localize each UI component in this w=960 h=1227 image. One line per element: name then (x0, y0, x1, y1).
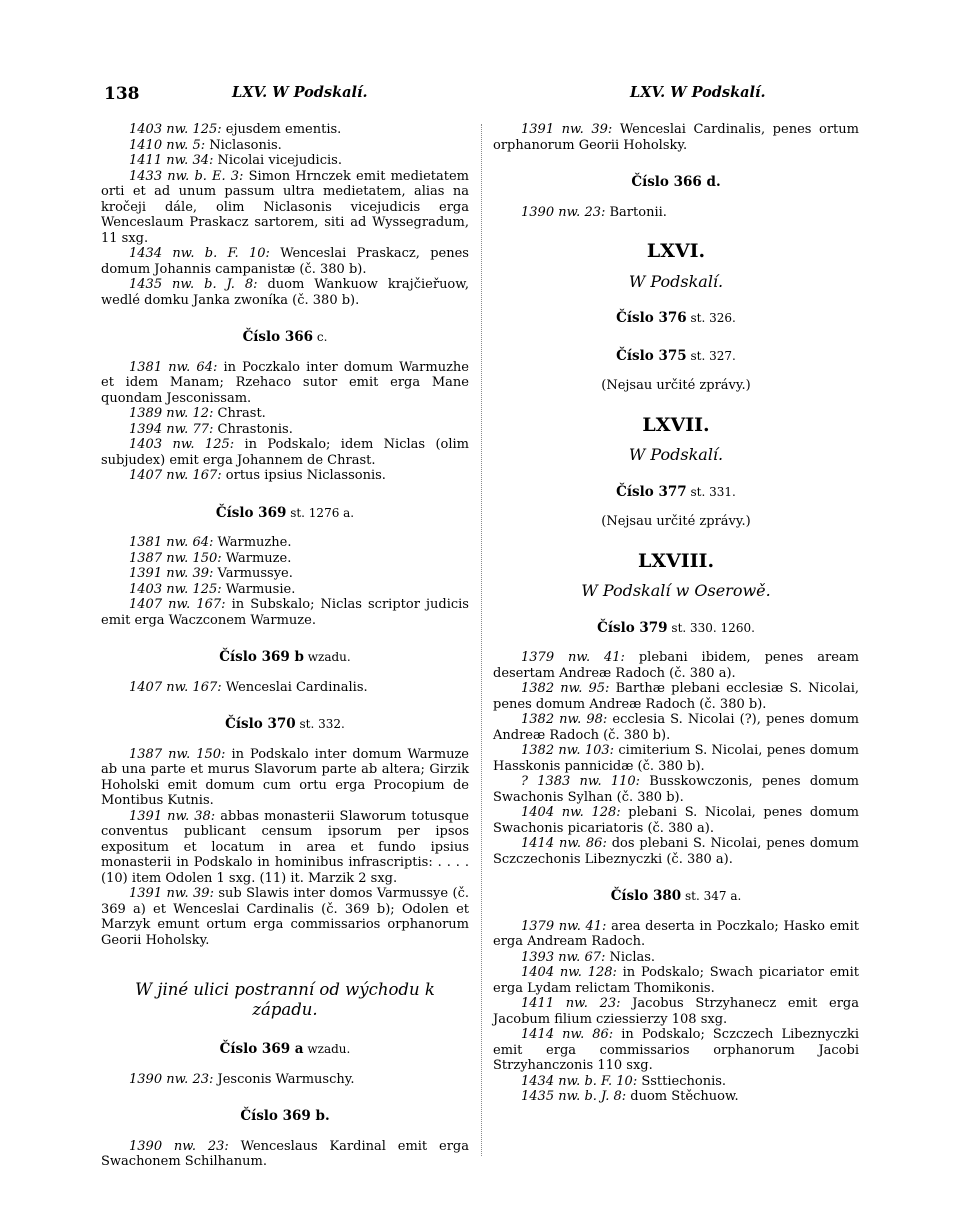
record-entry (493, 1027, 859, 1074)
house-number-heading (101, 717, 469, 733)
entry-text: ecclesia S. Nicolai (?), penes domum Andreæ Radoch (č. 380 b). (493, 712, 859, 743)
entry-text: in Podskalo inter domum Warmuze ab una parte et murus Slavorum parte ab altera; Girzik Hoholski emit domum cum ortu erga Procopium de Montibus Kutnis. (101, 746, 469, 808)
entry-text: Warmusie. (221, 581, 296, 597)
entry-text: Busskowczonis, penes domum Swachonis Sylhan (č. 380 b). (493, 774, 860, 805)
record-entry (101, 597, 469, 628)
entry-reference: 1379 nw. 41: (521, 650, 625, 665)
entry-reference: 1382 nw. 103: (521, 743, 615, 758)
entry-text: area deserta in Poczkalo; Hasko emit erga Andream Radoch. (493, 918, 859, 949)
entry-text: Simon Hrnczek emit medietatem orti et ad unum passum ultra medietatem, alias na kročeji dále, olim Niclasonis vicejudicis erga Wenceslaum Praskacz sartorem, siti ad Wyssegradum, 11 sxg. (101, 168, 469, 246)
entry-reference: 1404 nw. 128: (521, 965, 617, 980)
record-entry (101, 360, 469, 407)
entry-text: duom Stěchuow. (626, 1089, 739, 1104)
entry-reference: 1381 nw. 64: (129, 359, 218, 375)
house-number-heading (493, 621, 859, 637)
record-entry (101, 582, 469, 598)
entry-reference: 1391 nw. 39: (129, 566, 214, 581)
record-entry (493, 122, 859, 153)
entry-reference: 1404 nw. 128: (521, 805, 621, 820)
entry-text: in Podskalo; Sczczech Libeznyczki emit erga commissarios orphanorum Jacobi Strzyhanczonis 110 sxg. (493, 1027, 859, 1073)
entry-reference: 1434 nw. b. F. 10: (129, 246, 270, 261)
house-number-heading (101, 1042, 469, 1058)
entry-text: Chrast. (213, 406, 266, 421)
house-number: Číslo 380 (610, 888, 682, 904)
left-column (101, 122, 469, 1170)
entry-reference: 1403 nw. 125: (129, 437, 235, 452)
house-number-heading (101, 1109, 469, 1125)
record-entry (101, 468, 469, 484)
house-number: Číslo 379 (597, 619, 668, 636)
house-number-suffix: st. 327. (686, 348, 736, 363)
house-number-heading (493, 349, 859, 365)
entry-text: in Podskalo; idem Niclas (olim subjudex) emit erga Johannem de Chrast. (101, 437, 469, 468)
entry-reference: 1433 nw. b. E. 3: (129, 168, 244, 184)
house-number: Číslo 375 (616, 347, 687, 364)
record-entry (493, 205, 859, 221)
house-number-heading (493, 889, 859, 905)
entry-text: dos plebani S. Nicolai, penes domum Sczczechonis Libeznyczki (č. 380 a). (493, 836, 859, 867)
record-entry (101, 246, 469, 277)
entry-reference: 1435 nw. b. J. 8: (521, 1089, 627, 1104)
entry-reference: 1407 nw. 167: (129, 597, 226, 612)
record-entry (493, 1089, 859, 1105)
entry-reference: 1379 nw. 41: (521, 918, 607, 934)
entry-text: plebani ibidem, penes aream desertam Andreæ Radoch (č. 380 a). (493, 650, 859, 681)
record-entry (101, 277, 469, 308)
entry-reference: 1391 nw. 39: (521, 122, 613, 137)
entry-reference: 1394 nw. 77: (129, 421, 214, 437)
record-entry (101, 422, 469, 438)
entry-reference: 1390 nw. 23: (129, 1138, 229, 1154)
record-entry (101, 122, 469, 138)
chapter-numeral: LXVII. (642, 413, 710, 436)
record-entry (493, 1074, 859, 1090)
entry-reference: 1391 nw. 38: (129, 808, 216, 824)
record-entry (101, 747, 469, 809)
entry-reference: 1414 nw. 86: (521, 1027, 614, 1042)
entry-reference: 1411 nw. 23: (521, 996, 621, 1011)
record-entry (493, 712, 859, 743)
running-head-right: LXV. W Podskalí. (630, 84, 766, 101)
house-number-heading (493, 485, 859, 501)
record-entry (493, 996, 859, 1027)
entry-reference: 1382 nw. 95: (521, 681, 610, 696)
house-number-heading (101, 650, 469, 666)
record-entry (101, 535, 469, 551)
entry-reference: 1391 nw. 39: (129, 886, 214, 901)
house-number-heading (101, 506, 469, 522)
house-number: Číslo 369 (215, 504, 287, 521)
entry-text: Bartonii. (605, 204, 667, 220)
record-entry (101, 153, 469, 169)
entry-reference: 1403 nw. 125: (129, 122, 222, 137)
entry-text: Varmussye. (213, 566, 293, 581)
entry-reference: 1414 nw. 86: (521, 836, 607, 851)
record-entry (493, 950, 859, 966)
entry-reference: 1434 nw. b. F. 10: (521, 1073, 638, 1089)
entry-text: sub Slawis inter domos Varmussye (č. 369 a) et Wenceslai Cardinalis (č. 369 b); Odolen et Marzyk emunt ortum erga commissarios orphanorum Georii Hoholsky. (101, 886, 469, 948)
entry-text: Wenceslaus Kardinal emit erga Swachonem Schilhanum. (101, 1138, 469, 1169)
entry-reference: 1403 nw. 125: (129, 581, 222, 597)
entry-reference: 1393 nw. 67: (521, 949, 606, 965)
chapter-title: W Podskalí w Oserowě. (581, 581, 771, 600)
record-entry (493, 650, 859, 681)
record-entry (493, 919, 859, 950)
house-number-suffix: st. 1276 a. (286, 505, 355, 520)
house-number: Číslo 370 (225, 716, 296, 732)
record-entry (101, 1072, 469, 1088)
house-number-suffix: c. (313, 330, 328, 344)
record-entry (101, 680, 469, 696)
house-number-suffix: st. 347 a. (681, 889, 742, 903)
entry-reference: 1407 nw. 167: (129, 679, 222, 695)
entry-reference: 1389 nw. 12: (129, 406, 214, 421)
entry-reference: 1387 nw. 150: (129, 550, 222, 566)
entry-reference: 1411 nw. 34: (129, 153, 214, 168)
entry-text: Warmuze. (221, 550, 292, 566)
entry-text: ortus ipsius Niclassonis. (221, 468, 386, 483)
running-head-left: LXV. W Podskalí. (232, 84, 368, 101)
entry-text: Warmuzhe. (213, 535, 292, 550)
house-number-heading (493, 175, 859, 191)
record-entry (101, 169, 469, 247)
house-number: Číslo 369 b (219, 649, 304, 665)
entry-text: cimiterium S. Nicolai, penes domum Hasskonis pannicidæ (č. 380 b). (493, 743, 859, 774)
chapter-title: W Podskalí. (628, 271, 724, 291)
right-column (493, 122, 859, 1105)
entry-reference: 1390 nw. 23: (521, 204, 606, 220)
house-number-heading (101, 330, 469, 346)
entry-text: plebani S. Nicolai, penes domum Swachonis picariatoris (č. 380 a). (493, 805, 859, 836)
house-number-suffix: st. 330. 1260. (667, 620, 755, 635)
entry-reference: 1390 nw. 23: (129, 1071, 214, 1087)
record-entry (101, 437, 469, 468)
entry-reference: ? 1383 nw. 110: (521, 774, 641, 789)
entry-text: Chrastonis. (213, 421, 293, 437)
chapter-numeral: LXVI. (646, 240, 706, 262)
entry-text: duom Wankuow krajčieřuow, wedlé domku Janka zwoníka (č. 380 b). (101, 277, 469, 308)
entry-reference: 1435 nw. b. J. 8: (129, 277, 258, 292)
entry-text: Niclas. (605, 949, 656, 965)
editorial-note: (Nejsau určité zprávy.) (601, 514, 751, 529)
entry-reference: 1407 nw. 167: (129, 468, 222, 483)
entry-text: Niclasonis. (205, 137, 282, 153)
column-divider (481, 124, 482, 1156)
record-entry (101, 1139, 469, 1170)
record-entry (101, 809, 469, 887)
house-number-heading (493, 311, 859, 327)
record-entry (493, 965, 859, 996)
entry-text: Wenceslai Cardinalis, penes ortum orphanorum Georii Hoholsky. (493, 122, 859, 153)
house-number: Číslo 377 (616, 483, 687, 500)
house-number-suffix: st. 326. (686, 311, 736, 325)
record-entry (101, 551, 469, 567)
editorial-note: (Nejsau určité zprávy.) (601, 378, 751, 393)
record-entry (493, 774, 859, 805)
entry-text: in Poczkalo inter domum Warmuzhe et idem Manam; Rzehaco sutor emit erga Mane quondam Jesconissam. (101, 359, 469, 406)
entry-text: in Subskalo; Niclas scriptor judicis emit erga Waczconem Warmuze. (101, 597, 469, 628)
record-entry (493, 805, 859, 836)
house-number: Číslo 376 (616, 310, 687, 326)
entry-text: Wenceslai Praskacz, penes domum Johannis campanistæ (č. 380 b). (101, 246, 469, 277)
house-number: Číslo 366 d. (631, 174, 721, 190)
entry-text: Ssttiechonis. (637, 1073, 727, 1089)
house-number-suffix: st. 331. (686, 484, 736, 499)
entry-text: Jacobus Strzyhanecz emit erga Jacobum filium cziessierzy 108 sxg. (493, 996, 859, 1027)
entry-text: ejusdem ementis. (221, 122, 342, 137)
house-number-suffix: st. 332. (295, 717, 345, 731)
record-entry (101, 886, 469, 948)
entry-reference: 1382 nw. 98: (521, 712, 608, 727)
chapter-numeral: LXVIII. (637, 549, 715, 572)
entry-text: Wenceslai Cardinalis. (221, 679, 368, 695)
entry-text: Barthæ plebani ecclesiæ S. Nicolai, penes domum Andreæ Radoch (č. 380 b). (493, 681, 859, 712)
page-number: 138 (104, 84, 140, 104)
record-entry (493, 743, 859, 774)
entry-text: in Podskalo; Swach picariator emit erga Lydam relictam Thomikonis. (493, 965, 859, 996)
record-entry (101, 406, 469, 422)
house-number: Číslo 369 a (219, 1041, 304, 1057)
house-number-suffix: wzadu. (303, 1042, 351, 1056)
house-number: Číslo 369 b. (240, 1108, 330, 1124)
record-entry (101, 138, 469, 154)
house-number-suffix: wzadu. (303, 650, 351, 664)
entry-text: Jesconis Warmuschy. (213, 1071, 355, 1087)
entry-reference: 1387 nw. 150: (129, 746, 226, 762)
house-number: Číslo 366 (242, 329, 314, 345)
entry-text: abbas monasterii Slaworum totusque conventus publicant censum ipsorum per ipsos expositum et locatum in area et fundo ipsius monasterii in Podskalo in hominibus infrascriptis: . . . . (10) item Odolen 1 sxg. (11) it. Marzik 2 sxg. (101, 808, 469, 886)
entry-text: Nicolai vicejudicis. (213, 153, 342, 168)
entry-reference: 1410 nw. 5: (129, 137, 206, 153)
record-entry (493, 681, 859, 712)
record-entry (493, 836, 859, 867)
record-entry (101, 566, 469, 582)
entry-reference: 1381 nw. 64: (129, 535, 214, 550)
street-section-heading: W jiné ulici postranní od wýchodu k západu. (135, 980, 435, 1019)
chapter-title: W Podskalí. (628, 445, 724, 464)
